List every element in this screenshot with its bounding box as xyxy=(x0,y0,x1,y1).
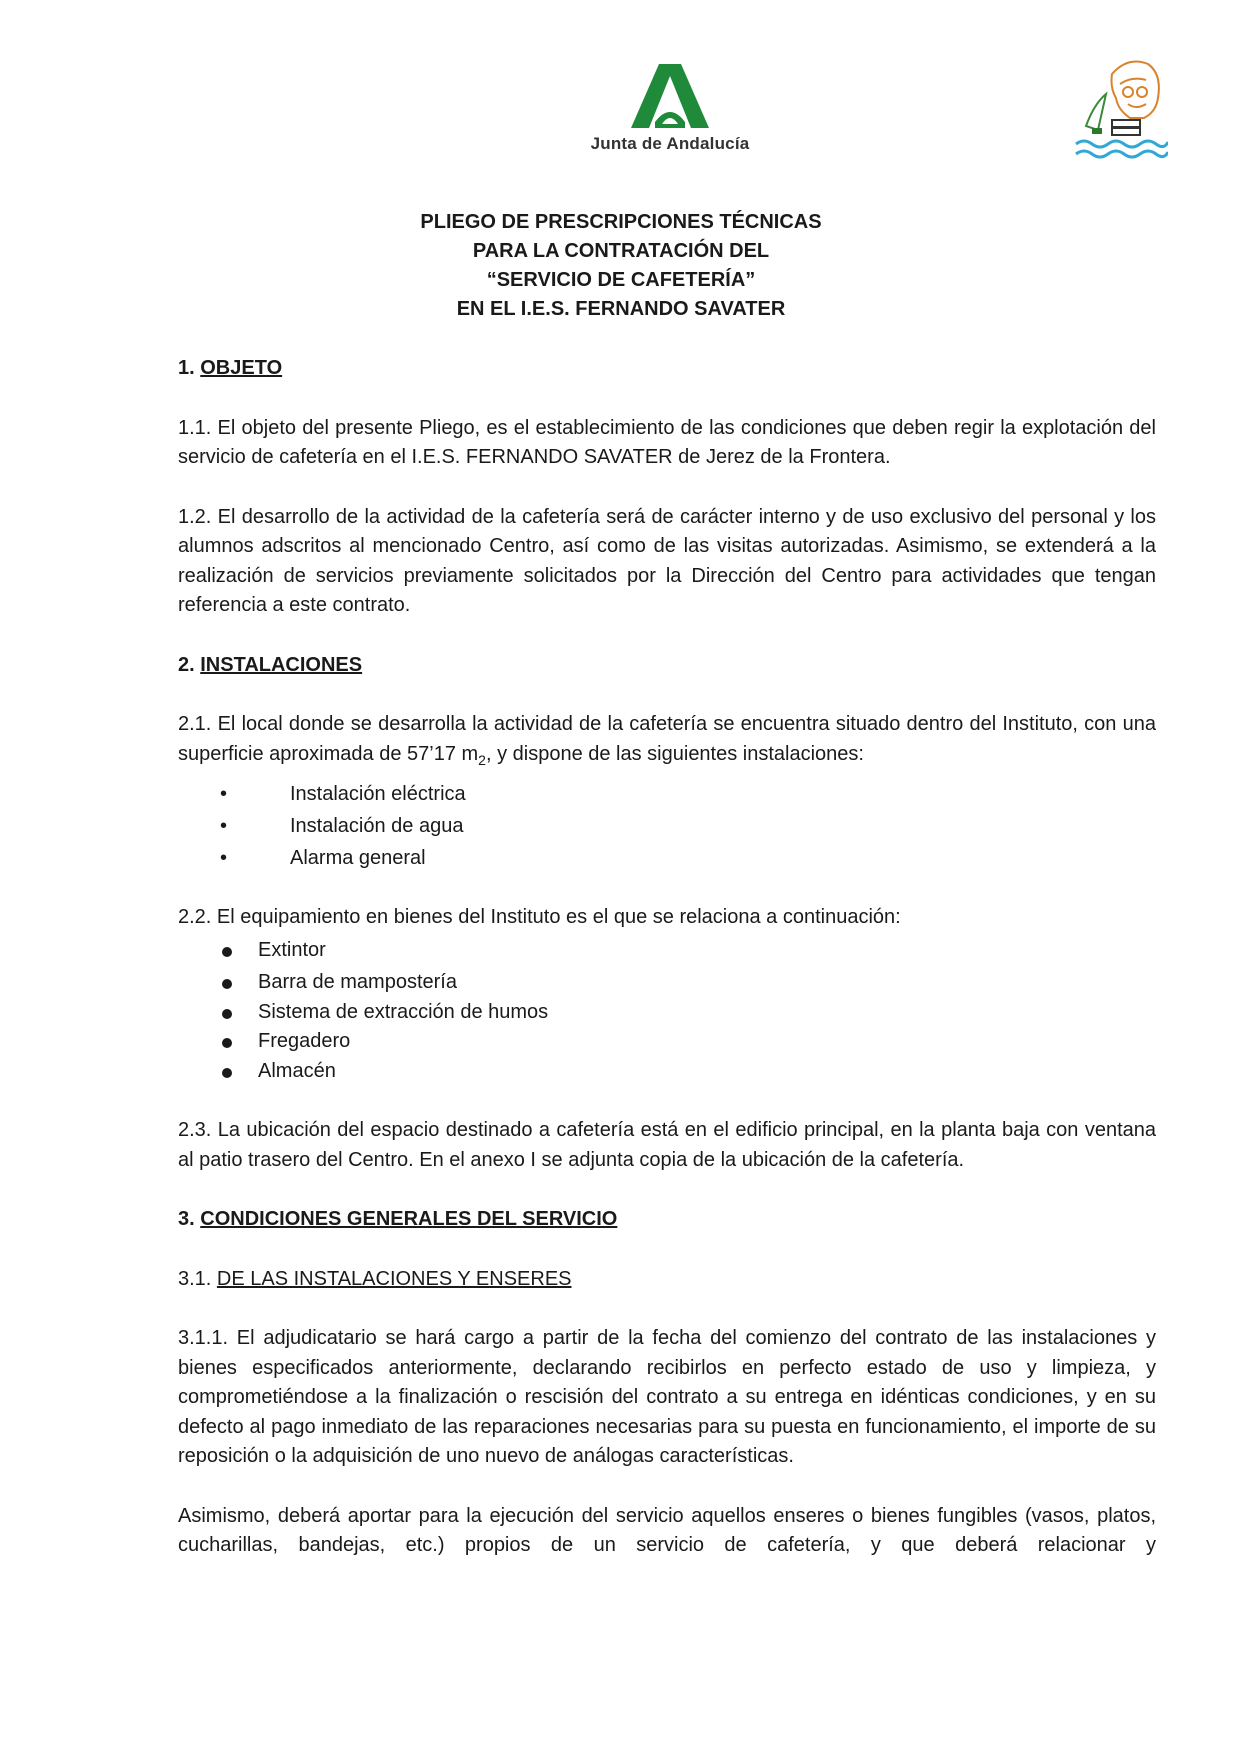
section-2-title: INSTALACIONES xyxy=(200,653,363,676)
junta-emblem-icon xyxy=(629,62,711,130)
document-title xyxy=(0,208,1242,324)
subsection-3-1-heading xyxy=(178,1265,1156,1295)
bullet-icon xyxy=(222,1009,232,1019)
title-line-2: PARA LA CONTRATACIÓN DEL xyxy=(472,240,770,262)
subsection-3-1-title: DE LAS INSTALACIONES Y ENSERES xyxy=(216,1267,572,1290)
section-2-heading xyxy=(178,651,1156,681)
equipment-list xyxy=(178,936,1156,1087)
paragraph-1-2: 1.2. El desarrollo de la actividad de la cafetería será de carácter interno y de uso exclusivo del personal y los alumnos adscritos al mencionado Centro, así como de las visitas autorizadas. Asimismo, se extenderá a la realización de servicios previamente solicitados por la Dirección del Centro para actividades que tengan referencia a este contrato. xyxy=(178,505,1156,616)
bullet-icon xyxy=(222,1038,232,1048)
equipment-item: Fregadero xyxy=(258,1030,351,1052)
subsection-3-1-number: 3.1. xyxy=(178,1267,212,1290)
bullet-icon xyxy=(222,979,232,989)
bullet-icon: • xyxy=(220,815,228,837)
bullet-icon: • xyxy=(220,783,228,805)
title-line-4: EN EL I.E.S. FERNANDO SAVATER xyxy=(456,298,786,320)
area-unit-subscript: 2 xyxy=(478,751,486,768)
paragraph-2-1-text-end: , y dispone de las siguientes instalaciones: xyxy=(485,742,864,765)
bullet-icon xyxy=(222,1068,232,1078)
title-line-3: “SERVICIO DE CAFETERÍA” xyxy=(486,269,756,291)
section-3-number: 3. xyxy=(178,1208,195,1230)
paragraph-3-1-1: 3.1.1. El adjudicatario se hará cargo a partir de la fecha del comienzo del contrato de las instalaciones y bienes especificados anteriormente, declarando recibirlos en perfecto estado de uso y limpieza, y comprometiéndose a la finalización o rescisión del contrato a su entrega en idénticas condiciones, y en su defecto al pago inmediato de las reparaciones necesarias para su puesta en funcionamiento, el importe de su reposición o la adquisición de uno nuevo de análogas características. xyxy=(178,1327,1156,1467)
equipment-item: Extintor xyxy=(258,938,326,961)
paragraph-2-1-text: 2.1. El local donde se desarrolla la actividad de la cafetería se encuentra situado dentro del Instituto, con una superficie aproximada de 57’17 m xyxy=(178,713,1156,765)
section-1-title: OBJETO xyxy=(200,357,283,379)
junta-caption: Junta de Andalucía xyxy=(590,134,750,153)
list-item xyxy=(178,842,1156,874)
paragraph-2-2: 2.2. El equipamiento en bienes del Instituto es el que se relaciona a continuación: xyxy=(178,906,901,928)
bullet-icon xyxy=(222,947,232,957)
list-item xyxy=(178,810,1156,842)
list-item xyxy=(178,1027,1156,1057)
installations-list xyxy=(178,778,1156,874)
document-body xyxy=(178,354,1156,1561)
paragraph-3-1-1-continued: Asimismo, deberá aportar para la ejecución del servicio aquellos enseres o bienes fungibles (vasos, platos, cucharillas, bandejas, etc.) propios de un servicio de cafetería, y que deberá relacionar y xyxy=(178,1504,1156,1556)
installation-item: Instalación de agua xyxy=(290,815,464,837)
section-2-number: 2. xyxy=(178,653,195,676)
paragraph-1-1: 1.1. El objeto del presente Pliego, es el establecimiento de las condiciones que deben regir la explotación del servicio de cafetería en el I.E.S. FERNANDO SAVATER de Jerez de la Frontera. xyxy=(178,416,1156,468)
section-3-heading xyxy=(178,1205,1156,1235)
list-item xyxy=(178,778,1156,810)
school-emblem-icon xyxy=(1072,54,1168,166)
installation-item: Alarma general xyxy=(290,847,426,869)
paragraph-2-1 xyxy=(178,710,1156,775)
junta-de-andalucia-logo xyxy=(580,62,760,166)
section-1-heading xyxy=(178,354,1156,384)
list-item xyxy=(178,998,1156,1028)
list-item xyxy=(178,968,1156,998)
bullet-icon: • xyxy=(220,847,228,869)
section-1-number: 1. xyxy=(178,357,195,379)
list-item xyxy=(178,936,1156,966)
list-item xyxy=(178,1057,1156,1087)
equipment-item: Barra de mampostería xyxy=(258,971,457,993)
equipment-item: Almacén xyxy=(258,1059,336,1082)
installation-item: Instalación eléctrica xyxy=(290,783,466,805)
title-line-1: PLIEGO DE PRESCRIPCIONES TÉCNICAS xyxy=(420,211,822,233)
section-3-title: CONDICIONES GENERALES DEL SERVICIO xyxy=(200,1208,618,1230)
paragraph-2-3: 2.3. La ubicación del espacio destinado a cafetería está en el edificio principal, en la planta baja con ventana al patio trasero del Centro. En el anexo I se adjunta copia de la ubicación de la cafetería. xyxy=(178,1119,1156,1171)
equipment-item: Sistema de extracción de humos xyxy=(258,1000,549,1023)
